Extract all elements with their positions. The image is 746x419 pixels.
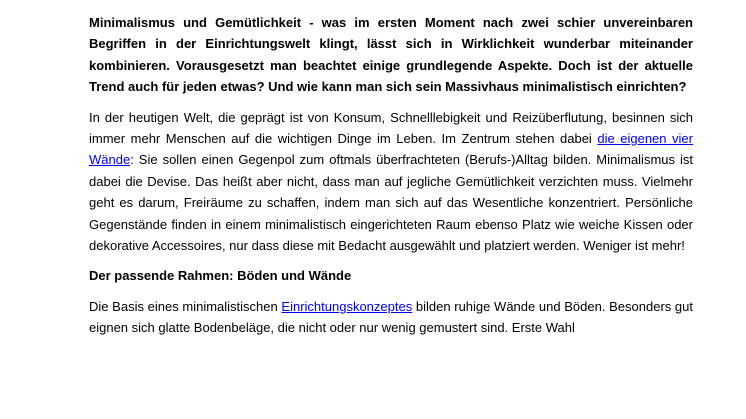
section-heading: Der passende Rahmen: Böden und Wände [89,268,352,284]
link-einrichtungskonzeptes[interactable]: Einrichtungskonzeptes [281,298,413,314]
paragraph-2-text-start: Die Basis eines minimalistischen [89,298,282,314]
article-body [89,12,693,339]
paragraph-1-text-start: In der heutigen Welt, die geprägt ist von Konsum, Schnelllebigkeit und Reizüberflutung, besinnen sich immer mehr Menschen auf die wichtigen Dinge im Leben. Im Zentrum stehen dabei [89,109,693,147]
link-eigene-vier-waende[interactable]: die eigenen vier Wände [89,131,693,168]
body-paragraph-2 [89,296,693,339]
body-paragraph-1 [89,107,693,257]
intro-paragraph: Minimalismus und Gemütlichkeit - was im ersten Moment nach zwei schier unvereinbaren Begriffen in der Einrichtungswelt klingt, lässt sich in Wirklichkeit wunderbar miteinander kombinieren. Vorausgesetzt man beachtet einige grundlegende Aspekte. Doch ist der aktuelle Trend auch für jeden etwas? Und wie kann man sich sein Massivhaus minimalistisch einrichten? [89,15,693,95]
paragraph-1-text-end: : Sie sollen einen Gegenpol zum oftmals überfrachteten (Berufs-)Alltag bilden. Minimalismus ist dabei die Devise. Das heißt aber nicht, dass man auf jegliche Gemütlichkeit verzichten muss. Vielmehr geht es darum, Freiräume zu schaffen, indem man sich auf das Wesentliche konzentriert. Persönliche Gegenstände finden in einem minimalistisch eingerichteten Raum ebenso Platz wie weiche Kissen oder dekorative Accessoires, nur dass diese mit Bedacht ausgewählt und platziert werden. Weniger ist mehr! [89,152,693,254]
paragraph-2-text-end: bilden ruhige Wände und Böden. Besonders gut eignen sich glatte Bodenbeläge, die nicht oder nur wenig gemustert sind. Erste Wahl [89,298,694,336]
